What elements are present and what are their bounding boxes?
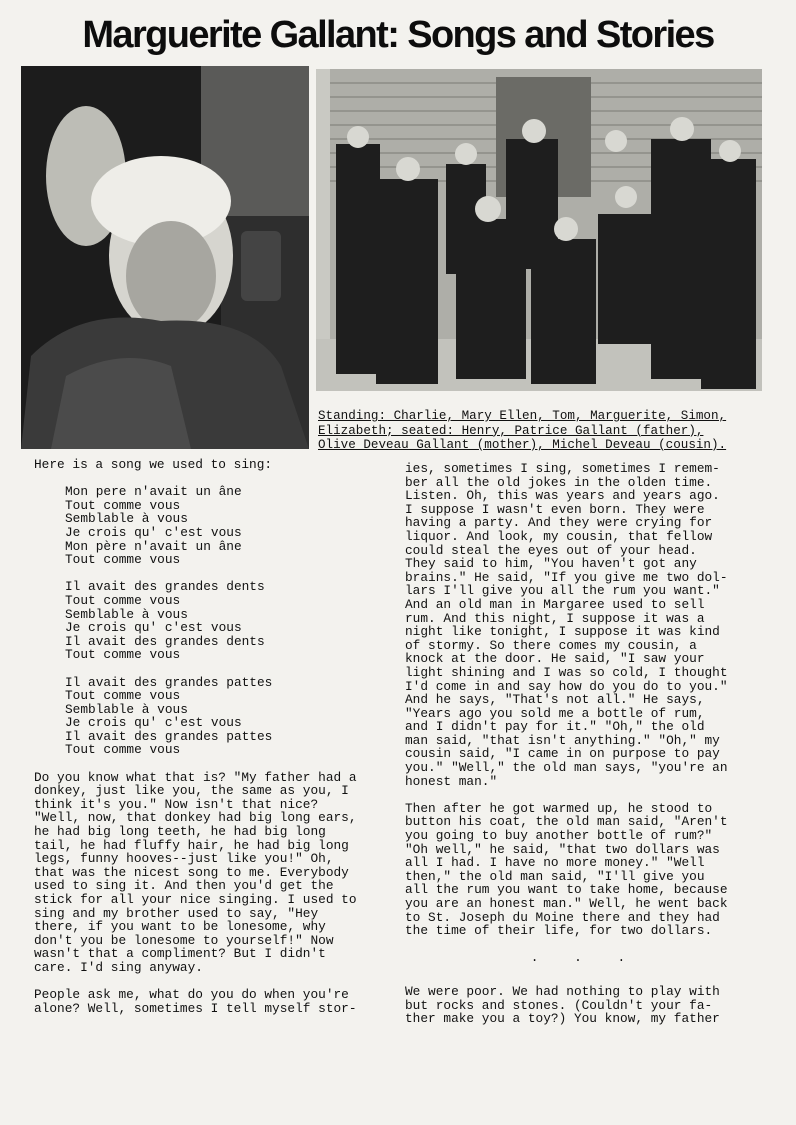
song-verse: Il avait des grandes pattes Tout comme vous Semblable à vous Je crois qu' c'est vous Il avait des grandes pattes Tout comme vous bbox=[65, 674, 273, 758]
right-column bbox=[405, 462, 765, 1039]
family-photo bbox=[316, 69, 762, 391]
page-title: Marguerite Gallant: Songs and Stories bbox=[82, 14, 714, 56]
story-paragraph: ies, sometimes I sing, sometimes I remem- ber all the old jokes in the olden time. Listen. Oh, this was years and years ago. I suppose I wasn't even born. They were having a party. And they were crying for liquor. And look, my cousin, that fellow could steal the eyes out of your head. They said to him, "You haven't got any brains." He said, "If you give me two dol- lars I'll give you all the rum you want." And an old man in Margaree used to sell rum. And this night, I suppose it was a night like tonight, I suppose it was kind of stormy. So there comes my cousin, a knock at the door. He said, "I saw your light shining and I was so cold, I thought I'd come in and say how do you do to you." And he says, "That's not all." He says, "Years ago you sold me a bottle of rum, and I didn't pay for it." "Oh," the old man said, "that isn't anything." "Oh," my cousin said, "I came in on purpose to pay you." "Well," the old man says, "you're an honest man." bbox=[405, 461, 728, 789]
left-column bbox=[34, 458, 390, 1029]
song-intro: Here is a song we used to sing: bbox=[34, 457, 273, 472]
story-paragraph: We were poor. We had nothing to play with but rocks and stones. (Couldn't your fa- ther make you a toy?) You know, my father bbox=[405, 983, 720, 1027]
section-separator: . . . bbox=[530, 950, 640, 966]
portrait-photo bbox=[21, 66, 309, 449]
story-paragraph: Then after he got warmed up, he stood to button his coat, the old man said, "Aren't you going to buy another bottle of rum?" "Oh well," he said, "that two dollars was all I had. I have no more money." "Well then," the old man said, "I'll give you all the rum you want to take home, because you are an honest man." Well, he went back to St. Joseph du Moine there and they had the time of their life, for two dollars. bbox=[405, 800, 728, 939]
song-verse: Mon pere n'avait un âne Tout comme vous Semblable à vous Je crois qu' c'est vous Mon père n'avait un âne Tout comme vous bbox=[65, 484, 242, 568]
story-paragraph: Do you know what that is? "My father had a donkey, just like you, the same as you, I think it's you." Now isn't that nice? "Well, now, that donkey had big long ears, he had big long teeth, he had big long tail, he had fluffy hair, he had big long legs, funny hooves--just like you!" Oh, that was the nicest song to me. Everybody used to sing it. And then you'd get the stick for all your nice singing. I used to sing and my brother used to say, "Hey there, if you want to be lonesome, why don't you be lonesome to yourself!" Now wasn't that a compliment? But I didn't care. I'd sing anyway. bbox=[34, 769, 357, 975]
photo-caption: Standing: Charlie, Mary Ellen, Tom, Marguerite, Simon, Elizabeth; seated: Henry, Patrice Gallant (father), Olive Deveau Gallant (mother), Michel Deveau (cousin). bbox=[318, 409, 727, 452]
story-paragraph: People ask me, what do you do when you're alone? Well, sometimes I tell myself stor- bbox=[34, 987, 357, 1016]
song-verse: Il avait des grandes dents Tout comme vous Semblable à vous Je crois qu' c'est vous Il avait des grandes dents Tout comme vous bbox=[65, 579, 265, 663]
